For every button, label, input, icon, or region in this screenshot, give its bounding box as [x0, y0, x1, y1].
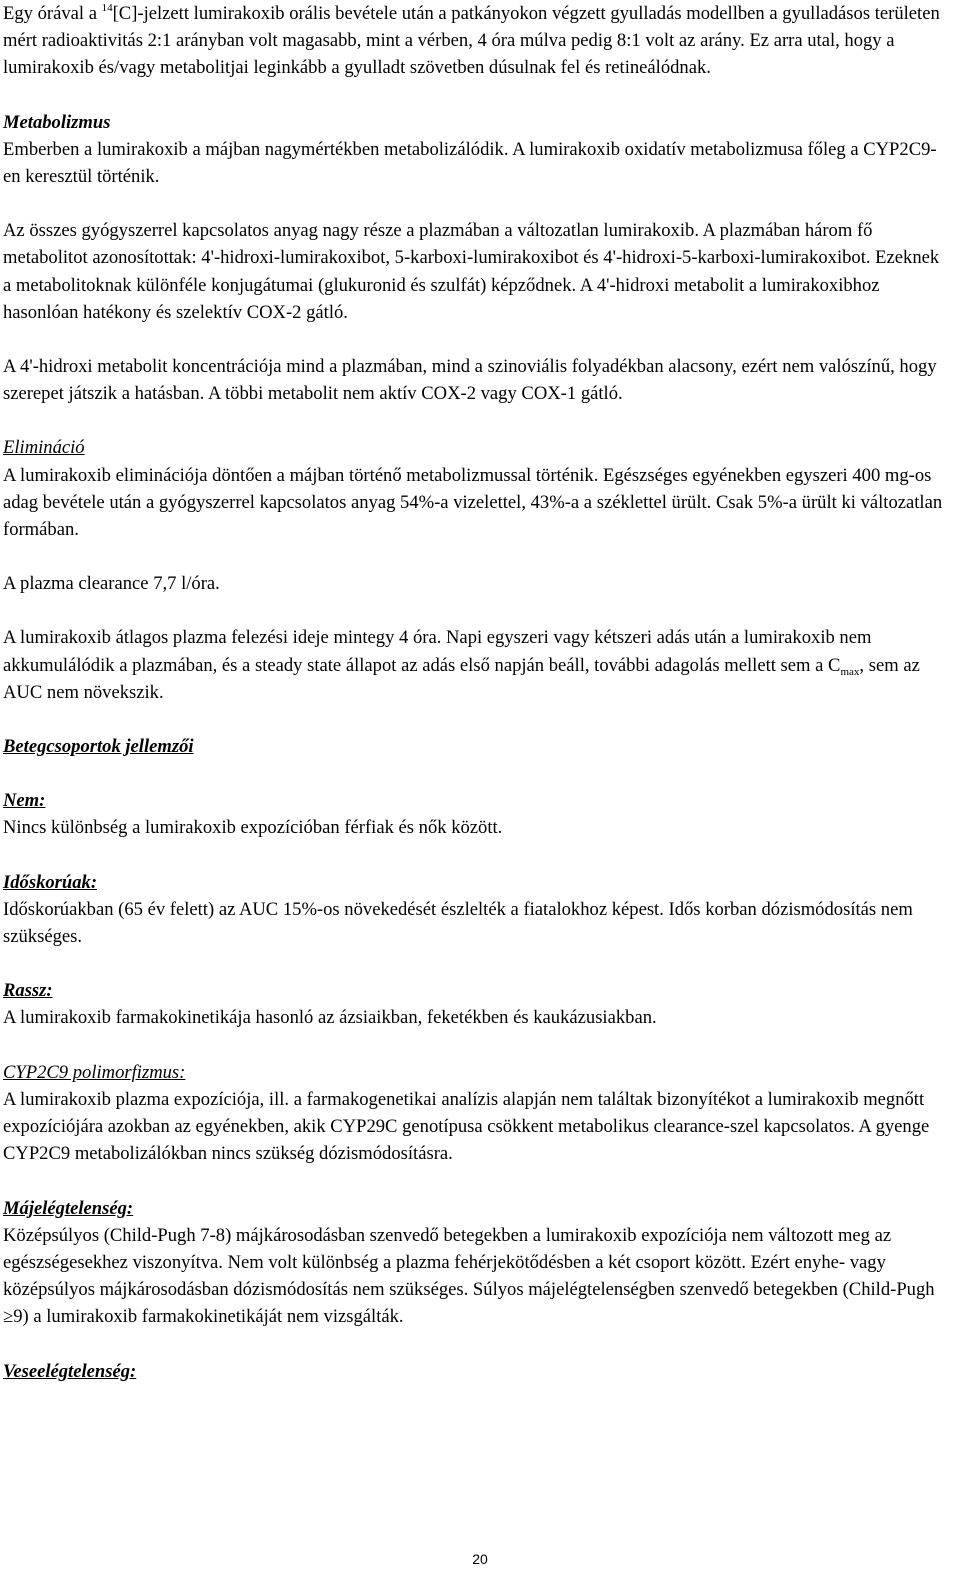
race-heading: Rassz: [3, 980, 53, 1002]
elimination-paragraph-3 [3, 624, 951, 706]
page-number: 20 [472, 1551, 488, 1567]
elimination-text-before: A lumirakoxib átlagos plazma felezési ideje mintegy 4 óra. Napi egyszeri vagy kétszeri adás után a lumirakoxib nem akkumulálódik a plazmában, és a steady state állapot az adás első napján beáll, további adagolás mellett sem a C [3, 627, 872, 676]
sex-heading: Nem: [3, 790, 46, 812]
greater-equal-symbol: ≥ [3, 1306, 14, 1328]
document-page [3, 0, 951, 1385]
elimination-text-after: , sem az AUC nem növekszik. [3, 654, 920, 703]
intro-paragraph [3, 0, 951, 82]
cyp2c9-heading: CYP2C9 polimorfizmus: [3, 1061, 186, 1083]
liver-text-part-2: 9) a lumirakoxib farmakokinetikáját nem vizsgálták. [13, 1306, 404, 1328]
liver-heading: Májelégtelenség: [3, 1197, 134, 1219]
metabolism-paragraph-1: Emberben a lumirakoxib a májban nagymértékben metabolizálódik. A lumirakoxib oxidatív metabolizmusa főleg a CYP2C9-en keresztül történik. [3, 138, 937, 188]
isotope-superscript: 14 [101, 2, 113, 14]
patient-groups-heading: Betegcsoportok jellemzői [3, 736, 194, 758]
kidney-heading: Veseelégtelenség: [3, 1360, 137, 1382]
liver-text [3, 1222, 951, 1331]
race-text: A lumirakoxib farmakokinetikája hasonló az ázsiaikban, feketékben és kaukázusiakban. [3, 1007, 657, 1029]
elderly-text: Időskorúakban (65 év felett) az AUC 15%-os növekedését észlelték a fiatalokhoz képest. Idős korban dózismódosítás nem szükséges. [3, 898, 913, 948]
metabolism-paragraph-3: A 4'-hidroxi metabolit koncentrációja mind a plazmában, mind a szinoviális folyadékban alacsony, ezért nem valószínű, hogy szerepet játszik a hatásban. A többi metabolit nem aktív COX-2 vagy COX-1 gátló. [3, 356, 937, 405]
liver-text-part-1: Középsúlyos (Child-Pugh 7-8) májkárosodásban szenvedő betegekben a lumirakoxib expozíciója nem változott meg az egészségesekhez viszonyítva. Nem volt különbség a plazma fehérjekötődésben a két csoport között. Ezért enyhe- vagy középsúlyos májkárosodásban dózismódosítás nem szükséges. Súlyos májelégtelenségben szenvedő betegekben (Child-Pugh [3, 1224, 935, 1301]
intro-text-before: Egy órával a [3, 3, 102, 24]
elimination-heading: Elimináció [3, 437, 85, 459]
sex-text: Nincs különbség a lumirakoxib expozícióban férfiak és nők között. [3, 817, 503, 839]
elimination-paragraph-2: A plazma clearance 7,7 l/óra. [3, 573, 220, 595]
cmax-subscript: max [840, 665, 860, 678]
cyp2c9-text: A lumirakoxib plazma expozíciója, ill. a farmakogenetikai analízis alapján nem találtak bizonyítékot a lumirakoxib megnőtt expozíciójára azokban az egyénekben, akik CYP29C genotípusa csökkent metabolikus clearance-szel kapcsolatos. A gyenge CYP2C9 metabolizálókban nincs szükség dózismódosításra. [3, 1088, 930, 1165]
metabolism-paragraph-2: Az összes gyógyszerrel kapcsolatos anyag nagy része a plazmában a változatlan lumirakoxib. A plazmában három fő metabolitot azonosítottak: 4'-hidroxi-lumirakoxibot, 5-karboxi-lumirakoxibot és 4'-hidroxi-5-karboxi-lumirakoxibot. Ezeknek a metabolitoknak különféle konjugátumai (glukuronid és szulfát) képződnek. A 4'-hidroxi metabolit a lumirakoxibhoz hasonlóan hatékony és szelektív COX-2 gátló. [3, 220, 940, 323]
metabolism-heading: Metabolizmus [3, 111, 111, 133]
intro-text-after: [C]-jelzett lumirakoxib orális bevétele után a patkányokon végzett gyulladás modellben a gyulladásos területen mért radioaktivitás 2:1 arányban volt magasabb, mint a vérben, 4 óra múlva pedig 8:1 volt az arány. Ez arra utal, hogy a lumirakoxib és/vagy metabolitjai leginkább a gyulladt szövetben dúsulnak fel és retineálódnak. [3, 3, 940, 79]
elimination-paragraph-1: A lumirakoxib eliminációja döntően a májban történő metabolizmussal történik. Egészséges egyénekben egyszeri 400 mg-os adag bevétele után a gyógyszerrel kapcsolatos anyag 54%-a vizelettel, 43%-a a széklettel ürült. Csak 5%-a ürült ki változatlan formában. [3, 464, 943, 541]
elderly-heading: Időskorúak: [3, 871, 98, 893]
